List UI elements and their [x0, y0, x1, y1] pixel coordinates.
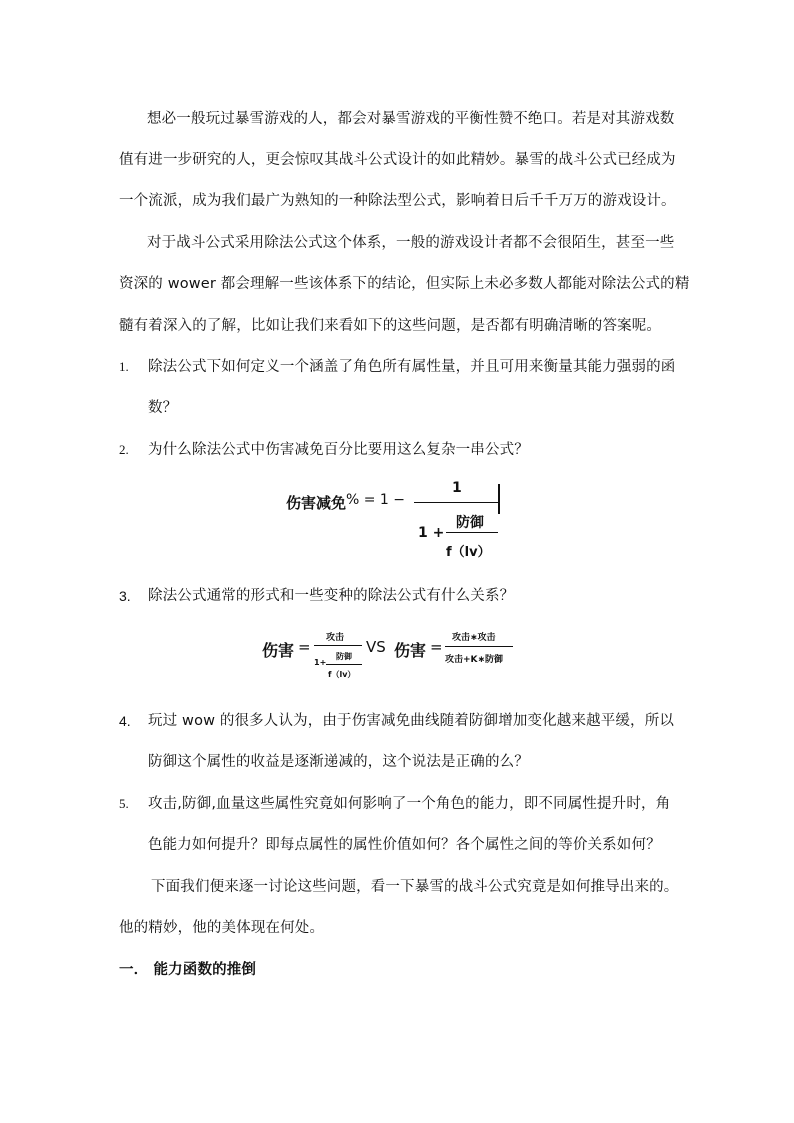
question-5-line-2: 色能力如何提升？即每点属性的属性价值如何？各个属性之间的等价关系如何？	[148, 837, 661, 853]
formula1-lhs: 伤害减免	[286, 494, 347, 512]
question-3-line-1: 除法公式通常的形式和一些变种的除法公式有什么关系？	[148, 588, 515, 604]
formula1-den-prefix: 1 +	[418, 525, 445, 541]
formula2-right-num: 攻击∗攻击	[452, 633, 496, 643]
formula2-right-bar	[445, 646, 513, 647]
question-1-line-1: 除法公式下如何定义一个涵盖了角色所有属性量，并且可用来衡量其能力强弱的函	[148, 359, 676, 375]
question-1-line-2: 数？	[148, 400, 178, 416]
question-4-line-1: 玩过 wow 的很多人认为，由于伤害减免曲线随着防御增加变化越来越平缓，所以	[148, 713, 675, 729]
formula1-numerator: 1	[452, 480, 462, 496]
text-cursor	[498, 484, 500, 514]
question-2-number: 2.	[119, 442, 129, 457]
formula1-inner-bar	[446, 532, 498, 533]
formula1-inner-den: f（lv）	[446, 545, 491, 560]
closing-line-1: 下面我们便来逐一讨论这些问题，看一下暴雪的战斗公式究竟是如何推导出来的。	[151, 879, 679, 895]
question-5-line-1: 攻击,防御,血量这些属性究竟如何影响了一个角色的能力，即不同属性提升时，角	[148, 796, 671, 812]
formula2-vs: VS	[366, 638, 386, 656]
formula2-left-num: 攻击	[326, 633, 345, 643]
intro-line-3: 一个流派，成为我们最广为熟知的一种除法型公式，影响着日后千千万万的游戏设计。	[119, 193, 676, 209]
question-5-number: 5.	[119, 796, 129, 811]
formula2-left-den-prefix: 1+	[314, 658, 327, 667]
closing-line-2: 他的精妙，他的美体现在何处。	[119, 920, 325, 936]
question-2-line-1: 为什么除法公式中伤害减免百分比要用这么复杂一串公式？	[148, 442, 529, 458]
formula2-left-inner-bar	[326, 664, 362, 665]
intro-line-1: 想必一般玩过暴雪游戏的人，都会对暴雪游戏的平衡性赞不绝口。若是对其游戏数	[147, 111, 675, 127]
formula2-right-eq: =	[430, 638, 443, 656]
formula-damage-compare	[262, 628, 522, 684]
formula1-inner-num: 防御	[456, 515, 484, 531]
section-heading: 一． 能力函数的推倒	[119, 962, 257, 978]
formula2-left-eq: =	[298, 638, 311, 656]
second-line-2: 资深的 wower 都会理解一些该体系下的结论，但实际上未必多数人都能对除法公式的精	[119, 276, 690, 292]
question-4-number: 4.	[119, 713, 131, 729]
formula2-right-lhs: 伤害	[394, 641, 427, 660]
formula1-pct: % = 1 −	[346, 492, 406, 508]
second-line-3: 髓有着深入的了解，比如让我们来看如下的这些问题，是否都有明确清晰的答案呢。	[119, 318, 662, 334]
question-3-number: 3.	[119, 588, 131, 604]
formula1-main-bar	[414, 502, 498, 503]
formula-damage-reduction	[286, 478, 506, 564]
second-line-1: 对于战斗公式采用除法公式这个体系，一般的游戏设计者都不会很陌生，甚至一些	[147, 235, 675, 251]
formula2-left-lhs: 伤害	[262, 641, 295, 660]
formula2-right-den: 攻击+K∗防御	[445, 655, 504, 665]
formula2-left-inner-den: f（lv）	[328, 670, 356, 679]
formula2-left-bar	[314, 645, 362, 646]
intro-line-2: 值有进一步研究的人，更会惊叹其战斗公式设计的如此精妙。暴雪的战斗公式已经成为	[119, 152, 676, 168]
question-4-line-2: 防御这个属性的收益是逐渐递减的，这个说法是正确的么？	[148, 754, 529, 770]
question-1-number: 1.	[119, 359, 129, 374]
formula2-left-inner-num: 防御	[336, 652, 352, 661]
